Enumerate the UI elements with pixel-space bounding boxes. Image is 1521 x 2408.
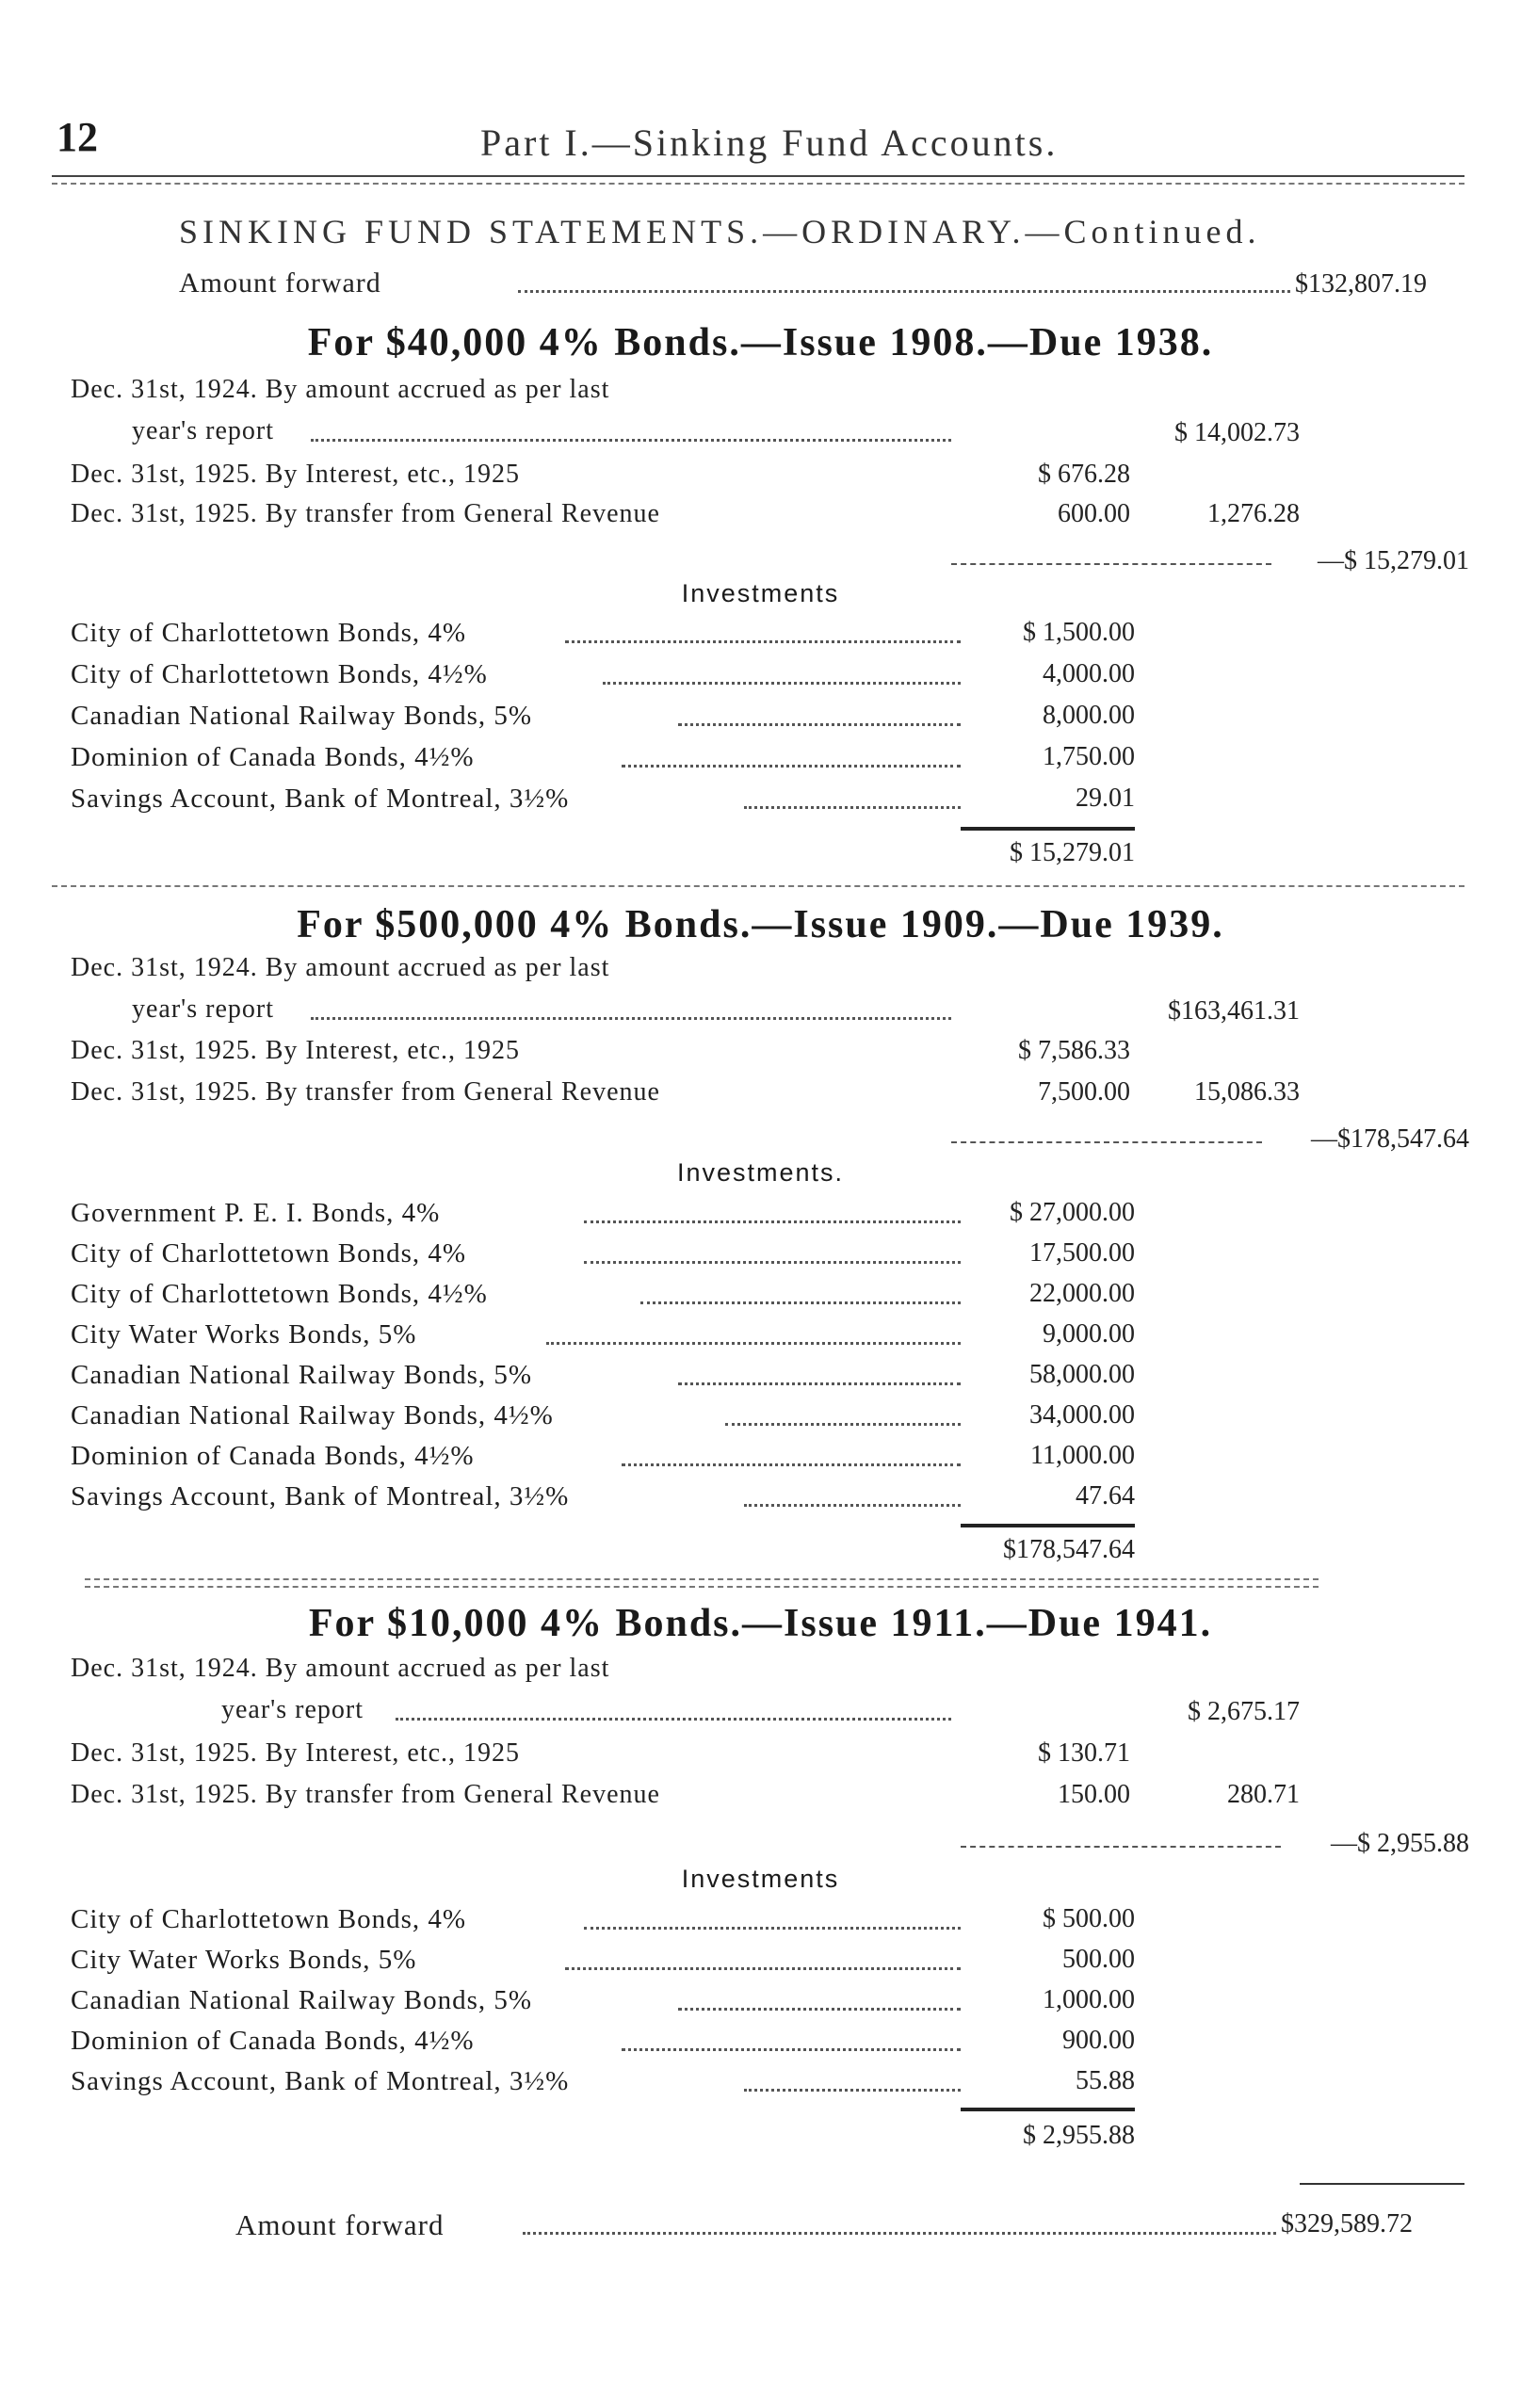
investments-total: $178,547.64 <box>1003 1535 1135 1564</box>
accrued-amount: $ 2,675.17 <box>1188 1697 1300 1726</box>
dot-leader <box>725 1423 961 1426</box>
investment-amount: 17,500.00 <box>1029 1238 1135 1268</box>
section-divider <box>52 885 1464 887</box>
total-leader-rule <box>951 563 1271 565</box>
investment-amount: $ 27,000.00 <box>1010 1198 1135 1227</box>
investment-amount: 58,000.00 <box>1029 1360 1135 1389</box>
investment-label: City of Charlottetown Bonds, 4½% <box>71 659 488 689</box>
investment-amount: 4,000.00 <box>1043 659 1135 688</box>
investment-label: City of Charlottetown Bonds, 4% <box>71 618 467 648</box>
investment-label: Canadian National Railway Bonds, 5% <box>71 1360 533 1390</box>
header-rule-secondary <box>52 183 1464 185</box>
dot-leader <box>744 1504 961 1507</box>
transfer-label: Dec. 31st, 1925. By transfer from General Revenue <box>71 499 660 528</box>
dot-leader <box>518 290 1290 293</box>
dot-leader <box>565 640 961 643</box>
investments-total: $ 2,955.88 <box>1023 2121 1135 2150</box>
section-title: For $500,000 4% Bonds.—Issue 1909.—Due 1939. <box>297 903 1224 946</box>
section-total: —$ 15,279.01 <box>1318 546 1469 575</box>
dot-leader <box>584 1220 961 1223</box>
investments-heading: Investments <box>681 579 840 607</box>
investment-amount: 500.00 <box>1062 1945 1135 1974</box>
accrued-label-line1: Dec. 31st, 1924. By amount accrued as per last <box>71 953 610 982</box>
dot-leader <box>622 765 961 768</box>
dot-leader <box>622 1463 961 1466</box>
opening-amount-forward-value: $132,807.19 <box>1295 269 1427 299</box>
dot-leader <box>311 1017 951 1020</box>
interest-amount: $ 130.71 <box>1038 1738 1130 1768</box>
transfer-subtotal: 15,086.33 <box>1194 1077 1300 1107</box>
investment-amount: $ 500.00 <box>1043 1904 1135 1933</box>
investment-amount: 11,000.00 <box>1030 1441 1135 1470</box>
total-leader-rule <box>961 1846 1281 1848</box>
transfer-label: Dec. 31st, 1925. By transfer from General Revenue <box>71 1077 660 1107</box>
investment-label: City of Charlottetown Bonds, 4% <box>71 1904 467 1934</box>
dot-leader <box>603 682 961 685</box>
dot-leader <box>584 1927 961 1930</box>
interest-amount: $ 7,586.33 <box>1018 1036 1130 1065</box>
transfer-label: Dec. 31st, 1925. By transfer from General Revenue <box>71 1780 660 1809</box>
investments-total: $ 15,279.01 <box>1010 838 1135 867</box>
dot-leader <box>640 1301 961 1304</box>
transfer-amount: 150.00 <box>1058 1780 1130 1809</box>
accrued-label-line1: Dec. 31st, 1924. By amount accrued as per last <box>71 1654 610 1683</box>
dot-leader <box>622 2048 961 2051</box>
investment-amount: 1,000.00 <box>1043 1985 1135 2014</box>
interest-label: Dec. 31st, 1925. By Interest, etc., 1925 <box>71 460 521 489</box>
accrued-label-line2: year's report <box>221 1695 364 1724</box>
sum-rule <box>961 1524 1135 1527</box>
section-total: —$178,547.64 <box>1311 1124 1469 1154</box>
accrued-label-line2: year's report <box>132 416 274 445</box>
dot-leader <box>396 1718 951 1721</box>
investment-amount: 1,750.00 <box>1043 742 1135 771</box>
total-leader-rule <box>951 1141 1262 1143</box>
closing-amount-forward-value: $329,589.72 <box>1281 2209 1413 2238</box>
section-title: For $10,000 4% Bonds.—Issue 1911.—Due 1941. <box>308 1602 1213 1645</box>
section-divider-secondary <box>85 1586 1319 1588</box>
dot-leader <box>546 1342 961 1345</box>
investment-amount: 34,000.00 <box>1029 1400 1135 1430</box>
section-total: —$ 2,955.88 <box>1331 1829 1469 1858</box>
dot-leader <box>584 1261 961 1264</box>
investment-label: City of Charlottetown Bonds, 4½% <box>71 1279 488 1309</box>
dot-leader <box>678 2008 961 2011</box>
closing-rule <box>1300 2183 1464 2185</box>
investment-amount: 29.01 <box>1076 784 1135 813</box>
dot-leader <box>311 439 951 442</box>
investment-label: Canadian National Railway Bonds, 5% <box>71 701 533 731</box>
investment-label: City Water Works Bonds, 5% <box>71 1319 417 1349</box>
investment-label: Government P. E. I. Bonds, 4% <box>71 1198 441 1228</box>
investment-label: Dominion of Canada Bonds, 4½% <box>71 742 475 772</box>
transfer-amount: 600.00 <box>1058 499 1130 528</box>
dot-leader <box>744 806 961 809</box>
investment-label: Savings Account, Bank of Montreal, 3½% <box>71 1481 570 1511</box>
interest-label: Dec. 31st, 1925. By Interest, etc., 1925 <box>71 1738 521 1768</box>
closing-amount-forward-label: Amount forward <box>235 2208 445 2241</box>
investment-amount: $ 1,500.00 <box>1023 618 1135 647</box>
investment-label: Canadian National Railway Bonds, 4½% <box>71 1400 554 1430</box>
transfer-subtotal: 280.71 <box>1227 1780 1300 1809</box>
dot-leader <box>523 2232 1276 2235</box>
sum-rule <box>961 2108 1135 2111</box>
investment-amount: 22,000.00 <box>1029 1279 1135 1308</box>
interest-label: Dec. 31st, 1925. By Interest, etc., 1925 <box>71 1036 521 1065</box>
dot-leader <box>744 2089 961 2092</box>
sum-rule <box>961 827 1135 831</box>
page-number: 12 <box>57 114 98 160</box>
investment-amount: 8,000.00 <box>1043 701 1135 730</box>
investment-amount: 9,000.00 <box>1043 1319 1135 1349</box>
accrued-amount: $ 14,002.73 <box>1174 418 1300 447</box>
header-rule <box>52 175 1464 177</box>
transfer-amount: 7,500.00 <box>1038 1077 1130 1107</box>
transfer-subtotal: 1,276.28 <box>1207 499 1300 528</box>
section-title: For $40,000 4% Bonds.—Issue 1908.—Due 1938. <box>307 321 1214 364</box>
accrued-label-line1: Dec. 31st, 1924. By amount accrued as per last <box>71 375 610 404</box>
dot-leader <box>678 723 961 726</box>
investment-label: Savings Account, Bank of Montreal, 3½% <box>71 784 570 814</box>
section-divider <box>85 1578 1319 1580</box>
opening-amount-forward-label: Amount forward <box>179 267 381 299</box>
investment-amount: 47.64 <box>1076 1481 1135 1511</box>
investment-label: City Water Works Bonds, 5% <box>71 1945 417 1975</box>
investment-label: Savings Account, Bank of Montreal, 3½% <box>71 2066 570 2096</box>
accrued-label-line2: year's report <box>132 994 274 1024</box>
statement-continued-title: SINKING FUND STATEMENTS.—ORDINARY.—Continued. <box>179 213 1261 250</box>
interest-amount: $ 676.28 <box>1038 460 1130 489</box>
dot-leader <box>565 1967 961 1970</box>
investment-label: Dominion of Canada Bonds, 4½% <box>71 2026 475 2056</box>
investment-label: Canadian National Railway Bonds, 5% <box>71 1985 533 2015</box>
accrued-amount: $163,461.31 <box>1168 996 1300 1026</box>
page-header-title: Part I.—Sinking Fund Accounts. <box>480 121 1059 164</box>
investment-label: Dominion of Canada Bonds, 4½% <box>71 1441 475 1471</box>
investments-heading: Investments <box>681 1865 840 1893</box>
dot-leader <box>678 1382 961 1385</box>
investment-label: City of Charlottetown Bonds, 4% <box>71 1238 467 1269</box>
investment-amount: 900.00 <box>1062 2026 1135 2055</box>
investment-amount: 55.88 <box>1076 2066 1135 2095</box>
investments-heading: Investments. <box>676 1158 845 1187</box>
